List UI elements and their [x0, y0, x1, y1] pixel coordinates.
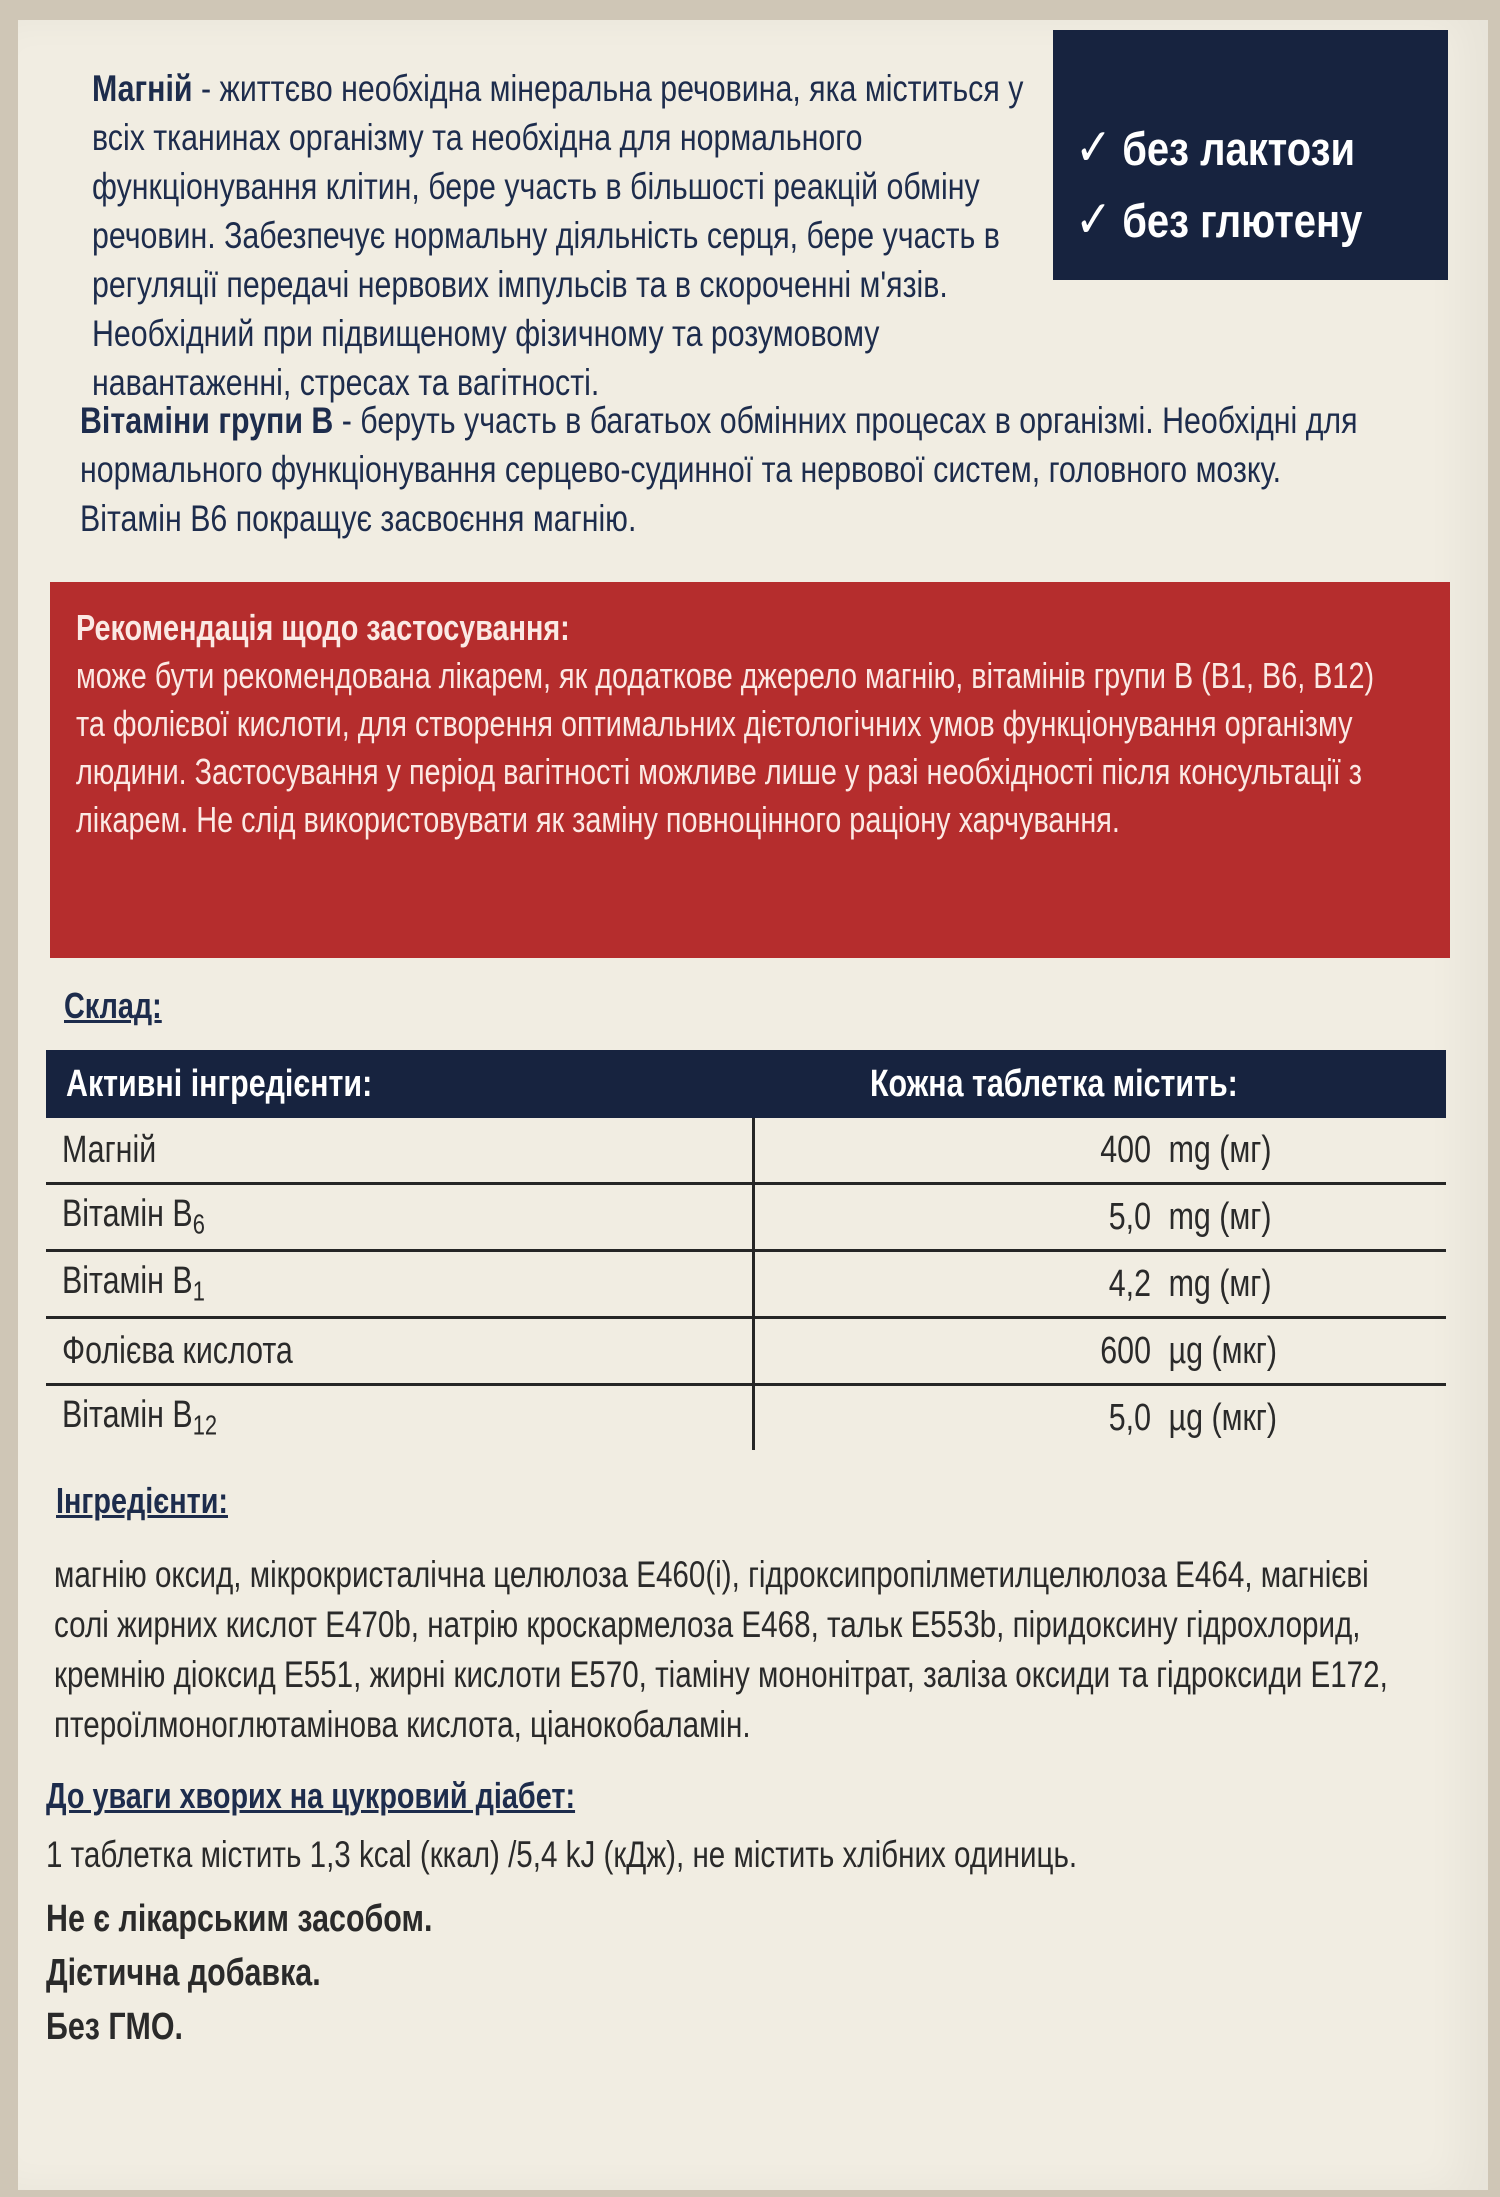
dietary-supplement-note: Дієтична добавка.: [46, 1952, 321, 1994]
recommendation-text: може бути рекомендована лікарем, як додаткове джерело магнію, вітамінів групи B (B1, B6, B12) та фолієвої кислоти, для створення оптимальних дієтологічних умов функціонування організму людини. Застосування у період вагітності можливе лише у разі необхідності після консультації з лікарем. Не слід використовувати як заміну повноцінного раціону харчування.: [76, 655, 1375, 840]
ingredient-amount: 5,0: [1108, 1396, 1151, 1439]
header-per-tablet: Кожна таблетка містить:: [754, 1050, 1447, 1118]
check-icon: ✓: [1075, 119, 1113, 177]
ingredient-amount: 400: [1100, 1128, 1151, 1171]
footer-notes: [46, 1892, 686, 2054]
table-row: Вітамін $B_6$ 5,0 mg (мг): [46, 1184, 1446, 1251]
ingredient-unit: µg (мкг): [1168, 1329, 1278, 1372]
ingredient-unit: µg (мкг): [1168, 1396, 1278, 1439]
intro-section: [92, 64, 1422, 407]
ingredient-unit: mg (мг): [1168, 1195, 1272, 1238]
ingredient-amount: 4,2: [1108, 1262, 1151, 1305]
composition-table: [46, 1050, 1446, 1450]
table-row: Вітамін $B_{12}$ 5,0 µg (мкг): [46, 1385, 1446, 1451]
composition-title: Склад:: [64, 985, 162, 1026]
diabetes-text: 1 таблетка містить 1,3 kcal (ккал) /5,4 kJ (кДж), не містить хлібних одиниць.: [46, 1834, 1078, 1875]
table-row: Вітамін $B_1$ 4,2 mg (мг): [46, 1251, 1446, 1318]
ingredients-text: магнію оксид, мікрокристалічна целюлоза E460(i), гідроксипропілметилцелюлоза E464, магнієві солі жирних кислот E470b, натрію кроскармелоза E468, тальк E553b, піридоксину гідрохлорид, кремнію діоксид E551, жирні кислоти E570, тіаміну мононітрат, заліза оксиди та гідроксиди E172, птероїлмоноглютамінова кислота, ціанокобаламін.: [54, 1554, 1388, 1745]
ingredients-title: Інгредієнти:: [56, 1480, 228, 1521]
ingredient-name: Вітамін B: [62, 1193, 193, 1236]
magnesium-title: Магній: [92, 68, 193, 109]
recommendation-title: Рекомендація щодо застосування:: [76, 607, 570, 648]
recommendation-box: [50, 582, 1450, 958]
vitamin-b-text: - беруть участь в багатьох обмінних процесах в організмі. Необхідні для нормального функціонування серцево-судинної та нервової систем, головного мозку.: [80, 400, 1358, 490]
vitamin-b6-note: Вітамін B6 покращує засвоєння магнію.: [80, 498, 637, 539]
vitamin-b-paragraph: [80, 396, 1466, 543]
ingredient-unit: mg (мг): [1168, 1262, 1272, 1305]
ingredient-name: Фолієва кислота: [62, 1329, 293, 1372]
table-row: [46, 1318, 1446, 1385]
vitamin-b-title: Вітаміни групи B: [80, 400, 334, 441]
ingredient-unit: mg (мг): [1168, 1128, 1272, 1171]
not-medicine-note: Не є лікарським засобом.: [46, 1898, 433, 1940]
table-header-row: [46, 1050, 1446, 1118]
ingredient-name: Вітамін B: [62, 1260, 193, 1303]
magnesium-text: - життєво необхідна мінеральна речовина, яка міститься у всіх тканинах організму та необхідна для нормального функціонування клітин, бере участь в більшості реакцій обміну речовин. Забезпечує нормальну діяльність серця, бере участь в регуляції передачі нервових імпульсів та в скороченні м'язів. Необхідний при підвищеному фізичному та розумовому навантаженні, стресах та вагітності.: [92, 68, 1024, 403]
badge-lactose-free: ✓ без лактози: [1075, 119, 1356, 177]
table-row: [46, 1118, 1446, 1184]
diabetes-title: До уваги хворих на цукровий діабет:: [46, 1775, 576, 1816]
header-active-ingredients: Активні інгредієнти:: [46, 1050, 754, 1118]
magnesium-paragraph: [92, 64, 1060, 407]
check-icon: ✓: [1075, 191, 1113, 249]
ingredient-amount: 5,0: [1108, 1195, 1151, 1238]
ingredient-amount: 600: [1100, 1329, 1151, 1372]
ingredient-name: Вітамін B: [62, 1394, 193, 1437]
gmo-free-note: Без ГМО.: [46, 2006, 183, 2048]
badge-gluten-free: ✓ без глютену: [1075, 191, 1363, 249]
ingredient-name: Магній: [62, 1128, 157, 1171]
